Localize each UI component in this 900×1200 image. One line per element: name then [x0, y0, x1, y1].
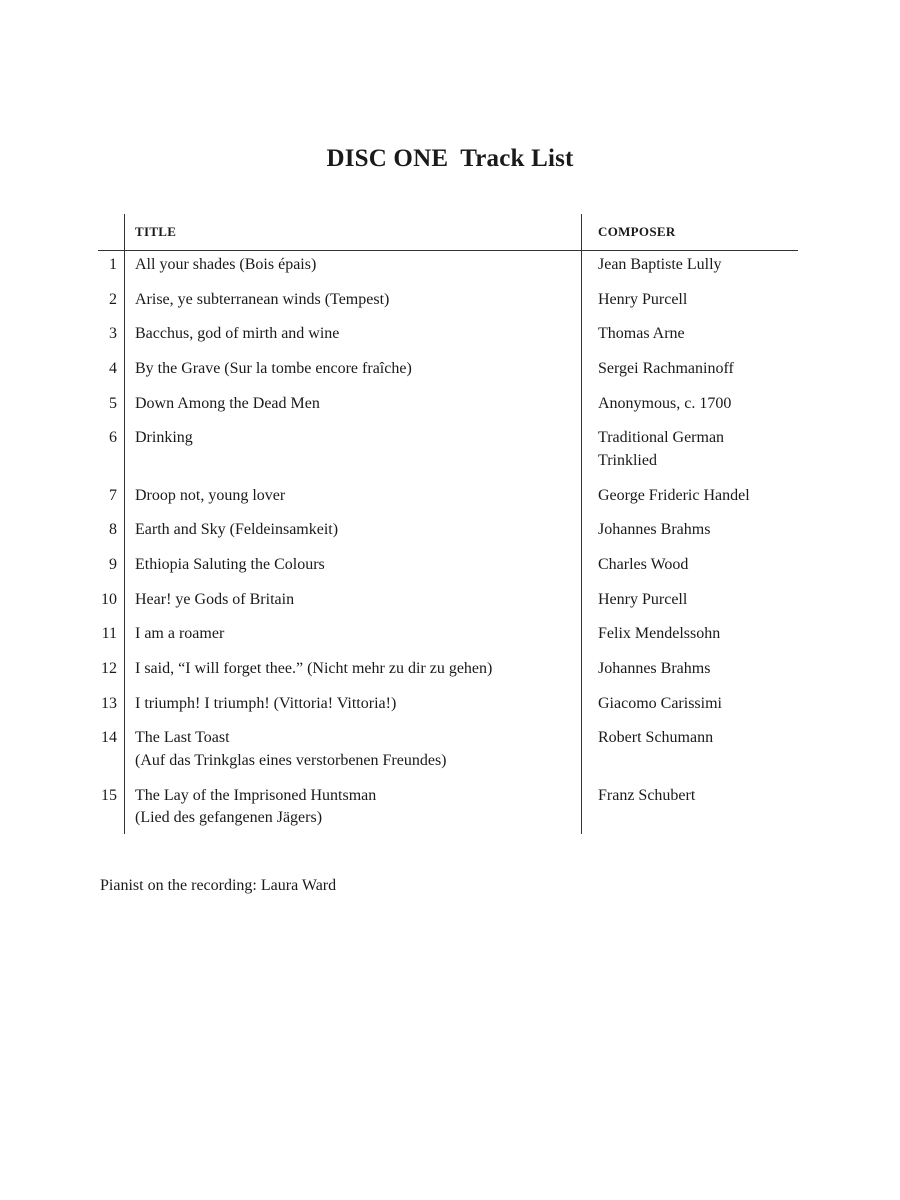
track-title: Earth and Sky (Feldeinsamkeit)	[135, 521, 339, 539]
track-number: 1	[109, 256, 117, 273]
track-number: 7	[109, 486, 117, 504]
track-composer: Jean Baptiste Lully	[598, 256, 722, 273]
track-title: Hear! ye Gods of Britain	[135, 590, 295, 608]
table-row	[98, 427, 798, 472]
table-row	[98, 589, 798, 612]
page-title-track-list: Track List	[460, 145, 574, 172]
track-composer: Robert Schumann	[598, 729, 714, 747]
track-title: Down Among the Dead Men	[135, 394, 320, 412]
table-row	[98, 358, 798, 381]
track-title: The Lay of the Imprisoned Huntsman (Lied des gefangenen Jägers)	[135, 786, 377, 827]
table-row	[98, 289, 798, 312]
track-number: 14	[101, 729, 117, 747]
track-composer: Charles Wood	[598, 556, 689, 573]
track-composer: Henry Purcell	[598, 290, 688, 308]
track-number: 13	[101, 694, 117, 712]
track-composer: Traditional German Trinklied	[598, 429, 725, 469]
table-row	[98, 323, 798, 346]
page-title	[0, 142, 900, 176]
track-composer: Franz Schubert	[598, 786, 696, 804]
track-number: 11	[101, 625, 117, 643]
track-composer: George Frideric Handel	[598, 486, 750, 504]
table-row	[98, 658, 798, 681]
track-title: The Last Toast (Auf das Trinkglas eines verstorbenen Freundes)	[135, 729, 447, 769]
track-title: I am a roamer	[135, 625, 225, 643]
table-row	[98, 485, 798, 508]
track-composer: Henry Purcell	[598, 590, 688, 608]
table-row	[98, 623, 798, 646]
track-list-table	[98, 214, 798, 834]
track-number: 2	[109, 290, 117, 308]
track-title: All your shades (Bois épais)	[135, 256, 317, 273]
track-title: Droop not, young lover	[135, 486, 286, 504]
track-number: 9	[109, 556, 117, 573]
track-number: 12	[101, 660, 117, 678]
track-composer: Felix Mendelssohn	[598, 625, 721, 643]
track-composer: Giacomo Carissimi	[598, 694, 722, 712]
track-rows	[98, 254, 798, 842]
track-title: I said, “I will forget thee.” (Nicht mehr zu dir zu gehen)	[135, 660, 493, 678]
track-number: 3	[109, 325, 117, 343]
track-number: 10	[101, 590, 117, 608]
track-composer: Johannes Brahms	[598, 521, 711, 539]
track-title: Arise, ye subterranean winds (Tempest)	[135, 290, 390, 308]
track-number: 6	[109, 429, 117, 447]
track-number: 15	[101, 786, 117, 804]
track-composer: Sergei Rachmaninoff	[598, 360, 734, 378]
track-title: Drinking	[135, 429, 193, 447]
track-composer: Johannes Brahms	[598, 660, 711, 678]
track-number: 4	[109, 360, 117, 378]
column-header-title: TITLE	[135, 224, 177, 239]
track-title: By the Grave (Sur la tombe encore fraîche)	[135, 360, 412, 378]
table-row	[98, 693, 798, 716]
header-rule	[98, 250, 798, 251]
track-title: Bacchus, god of mirth and wine	[135, 325, 340, 343]
table-row	[98, 254, 798, 277]
track-number: 8	[109, 521, 117, 539]
page-title-disc: DISC ONE	[326, 145, 449, 172]
track-title: Ethiopia Saluting the Colours	[135, 556, 325, 573]
track-composer: Anonymous, c. 1700	[598, 394, 732, 412]
track-number: 5	[109, 394, 117, 412]
table-row	[98, 393, 798, 416]
pianist-credit: Pianist on the recording: Laura Ward	[100, 877, 337, 894]
track-composer: Thomas Arne	[598, 325, 685, 343]
table-row	[98, 519, 798, 542]
column-header-composer: COMPOSER	[598, 224, 676, 239]
track-title: I triumph! I triumph! (Vittoria! Vittoria!)	[135, 694, 397, 712]
table-row	[98, 785, 798, 830]
table-row	[98, 554, 798, 577]
table-row	[98, 727, 798, 772]
